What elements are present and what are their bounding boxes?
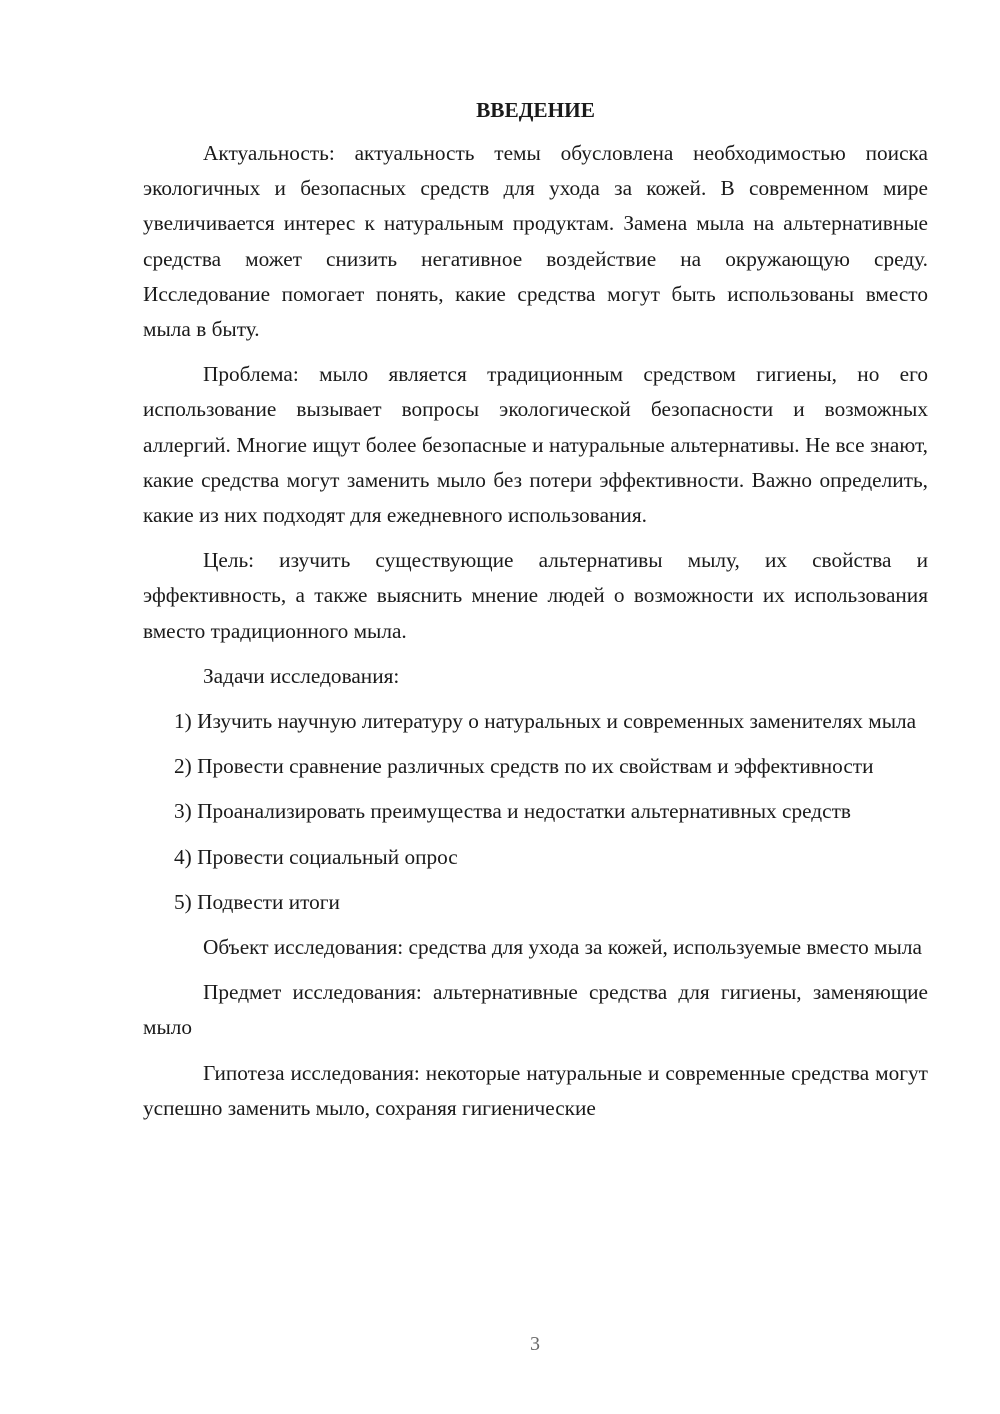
paragraph-object: Объект исследования: средства для ухода за кожей, используемые вместо мыла <box>203 935 922 960</box>
task-item-4: 4) Провести социальный опрос <box>174 844 458 869</box>
tasks-heading: Задачи исследования: <box>203 663 400 688</box>
paragraph-problem: Проблема: мыло является традиционным средством гигиены, но его использование вызывает вопросы экологической безопасности и возможных аллергий. Многие ищут более безопасные и натуральные альтернативы. Не все знают, какие средства могут заменить мыло без потери эффективности. Важно определить, какие из них подходят для ежедневного использования. <box>143 362 928 528</box>
task-item-5: 5) Подвести итоги <box>174 889 340 914</box>
task-item-1: 1) Изучить научную литературу о натуральных и современных заменителях мыла <box>174 709 917 734</box>
task-item-3: 3) Проанализировать преимущества и недостатки альтернативных средств <box>174 799 851 824</box>
paragraph-goal: Цель: изучить существующие альтернативы мылу, их свойства и эффективность, а также выяснить мнение людей о возможности их использования вместо традиционного мыла. <box>143 548 928 643</box>
paragraph-relevance: Актуальность: актуальность темы обусловлена необходимостью поиска экологичных и безопасных средств для ухода за кожей. В современном мире увеличивается интерес к натуральным продуктам. Замена мыла на альтернативные средства может снизить негативное воздействие на окружающую среду. Исследование помогает понять, какие средства могут быть использованы вместо мыла в быту. <box>143 141 928 342</box>
paragraph-hypothesis: Гипотеза исследования: некоторые натуральные и современные средства могут успешно заменить мыло, сохраняя гигиенические <box>143 1060 928 1120</box>
section-title: ВВЕДЕНИЕ <box>476 98 595 122</box>
paragraph-subject: Предмет исследования: альтернативные средства для гигиены, заменяющие мыло <box>143 980 928 1040</box>
page-content <box>143 94 928 1136</box>
task-item-2: 2) Провести сравнение различных средств по их свойствам и эффективности <box>174 754 874 779</box>
page-number: 3 <box>530 1333 540 1355</box>
